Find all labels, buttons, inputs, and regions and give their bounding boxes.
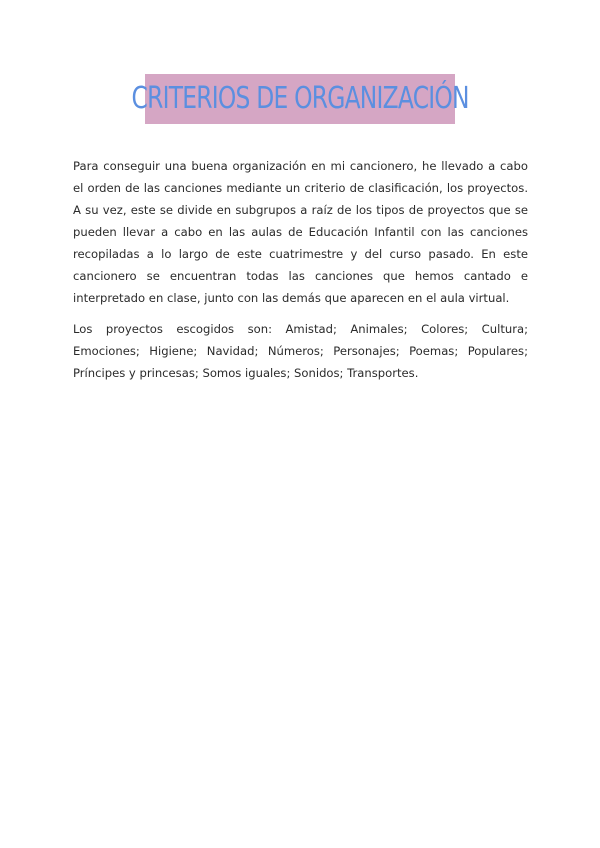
title-banner xyxy=(131,74,469,124)
projects-paragraph: Los proyectos escogidos son: Amistad; Animales; Colores; Cultura; Emociones; Higiene; Navidad; Números; Personajes; Poemas; Populares; Príncipes y princesas; Somos iguales; Sonidos; Transportes. xyxy=(73,322,528,380)
page-title: CRITERIOS DE ORGANIZACIÓN xyxy=(131,81,469,116)
intro-paragraph: Para conseguir una buena organización en mi cancionero, he llevado a cabo el orden de las canciones mediante un criterio de clasificación, los proyectos. A su vez, este se divide en subgrupos a raíz de los tipos de proyectos que se pueden llevar a cabo en las aulas de Educación Infantil con las canciones recopiladas a lo largo de este cuatrimestre y del curso pasado. En este cancionero se encuentran todas las canciones que hemos cantado e interpretado en clase, junto con las demás que aparecen en el aula virtual. xyxy=(73,159,528,305)
